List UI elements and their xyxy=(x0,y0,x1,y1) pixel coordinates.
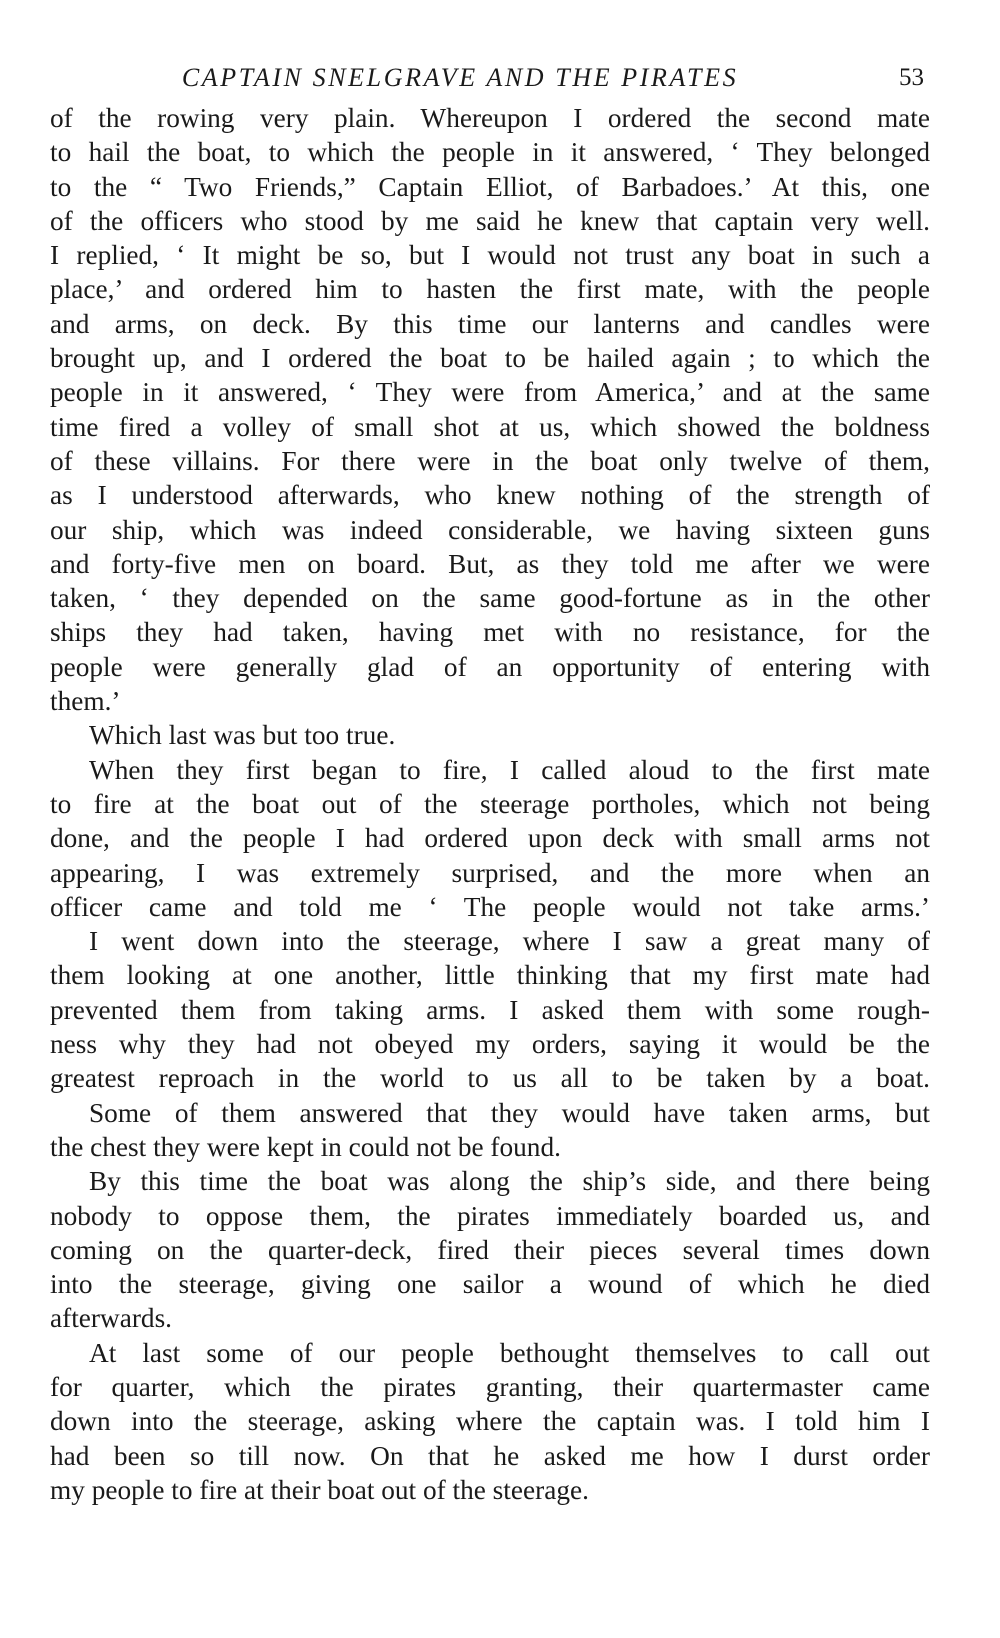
text-line: had been so till now. On that he asked me how I durst order xyxy=(50,1440,930,1471)
text-line: the chest they were kept in could not be found. xyxy=(50,1131,561,1162)
text-line: of these villains. For there were in the boat only twelve of them, xyxy=(50,445,930,476)
text-line: them.’ xyxy=(50,686,121,717)
text-line: Which last was but too true. xyxy=(89,720,396,751)
text-line: my people to fire at their boat out of the steerage. xyxy=(50,1474,589,1505)
text-line: nobody to oppose them, the pirates immediately boarded us, and xyxy=(50,1200,930,1231)
text-line: people in it answered, ‘ They were from America,’ and at the same xyxy=(50,377,930,408)
text-line: into the steerage, giving one sailor a wound of which he died xyxy=(50,1269,930,1300)
text-line: greatest reproach in the world to us all to be taken by a boat. xyxy=(50,1063,930,1094)
text-line: ships they had taken, having met with no resistance, for the xyxy=(50,617,930,648)
running-title: CAPTAIN SNELGRAVE AND THE PIRATES xyxy=(181,63,739,92)
running-head xyxy=(50,58,930,98)
text-line: for quarter, which the pirates granting, their quartermaster came xyxy=(50,1371,930,1402)
text-line: people were generally glad of an opportunity of entering with xyxy=(50,651,930,682)
text-line: ness why they had not obeyed my orders, saying it would be the xyxy=(50,1029,930,1060)
text-line: to fire at the boat out of the steerage portholes, which not being xyxy=(50,788,930,819)
text-line: of the rowing very plain. Whereupon I ordered the second mate xyxy=(50,103,930,133)
text-line: place,’ and ordered him to hasten the first mate, with the people xyxy=(50,274,930,305)
text-line: coming on the quarter-deck, fired their pieces several times down xyxy=(50,1234,930,1265)
page-number: 53 xyxy=(899,64,924,91)
text-line: I went down into the steerage, where I saw a great many of xyxy=(89,926,930,957)
text-line: our ship, which was indeed considerable, we having sixteen guns xyxy=(50,514,930,545)
text-line: When they first began to fire, I called aloud to the first mate xyxy=(89,754,930,785)
text-line: done, and the people I had ordered upon deck with small arms not xyxy=(50,823,930,854)
text-line: time fired a volley of small shot at us, which showed the boldness xyxy=(50,411,930,442)
text-line: to the “ Two Friends,” Captain Elliot, of Barbadoes.’ At this, one xyxy=(50,171,930,202)
text-line: prevented them from taking arms. I asked them with some rough- xyxy=(50,994,930,1025)
text-line: At last some of our people bethought themselves to call out xyxy=(89,1337,930,1368)
text-line: of the officers who stood by me said he knew that captain very well. xyxy=(50,205,930,236)
text-line: afterwards. xyxy=(50,1303,173,1334)
text-line: down into the steerage, asking where the captain was. I told him I xyxy=(50,1406,930,1437)
text-line: Some of them answered that they would have taken arms, but xyxy=(89,1097,930,1128)
body-text xyxy=(50,101,930,1507)
text-line: taken, ‘ they depended on the same good-fortune as in the other xyxy=(50,583,930,614)
text-line: By this time the boat was along the ship’s side, and there being xyxy=(89,1166,930,1197)
text-line: I replied, ‘ It might be so, but I would not trust any boat in such a xyxy=(50,240,930,271)
text-line: and arms, on deck. By this time our lanterns and candles were xyxy=(50,308,930,339)
text-line: them looking at one another, little thinking that my first mate had xyxy=(50,960,930,991)
text-line: as I understood afterwards, who knew nothing of the strength of xyxy=(50,480,930,511)
text-line: to hail the boat, to which the people in it answered, ‘ They belonged xyxy=(50,137,930,168)
text-line: and forty-five men on board. But, as they told me after we were xyxy=(50,548,930,579)
book-page xyxy=(50,58,930,1507)
text-line: appearing, I was extremely surprised, and the more when an xyxy=(50,857,930,888)
text-line: officer came and told me ‘ The people would not take arms.’ xyxy=(50,891,930,922)
text-line: brought up, and I ordered the boat to be hailed again ; to which the xyxy=(50,343,930,374)
